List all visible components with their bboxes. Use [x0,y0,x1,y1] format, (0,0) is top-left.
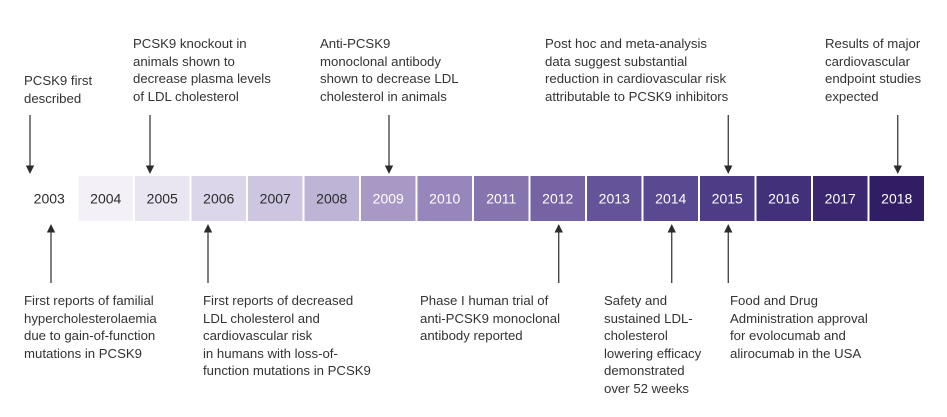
year-label-2018: 2018 [881,190,913,207]
top-event-2018: Results of major cardiovascular endpoint studies expected [825,36,922,104]
bottom-event-2006: First reports of decreased LDL cholesterol and cardiovascular risk in humans with loss-of- function mutations in PCSK9 [203,293,371,378]
year-label-2008: 2008 [316,190,348,207]
year-label-2007: 2007 [259,190,291,207]
year-label-2010: 2010 [429,190,461,207]
top-event-2005: PCSK9 knockout in animals shown to decrease plasma levels of LDL cholesterol [133,36,271,104]
year-bar [22,176,924,221]
year-label-2015: 2015 [711,190,743,207]
year-label-2014: 2014 [655,190,687,207]
bottom-event-2015: Food and Drug Administration approval for evolocumab and alirocumab in the USA [730,293,868,361]
year-label-2009: 2009 [372,190,404,207]
bottom-event-2012: Phase I human trial of anti-PCSK9 monoclonal antibody reported [420,293,561,343]
year-label-2004: 2004 [90,190,122,207]
year-label-2017: 2017 [824,190,856,207]
year-label-2003: 2003 [33,190,65,207]
bottom-event-2003: First reports of familial hypercholesterolaemia due to gain-of-function mutations in PCSK9 [24,293,157,361]
year-label-2005: 2005 [146,190,178,207]
year-label-2011: 2011 [486,190,517,207]
bottom-event-2014: Safety and sustained LDL- cholesterol lowering efficacy demonstrated over 52 weeks [604,293,702,396]
year-label-2006: 2006 [203,190,235,207]
top-event-2003: PCSK9 first described [24,73,93,106]
year-label-2012: 2012 [542,190,574,207]
top-event-2009: Anti-PCSK9 monoclonal antibody shown to decrease LDL cholesterol in animals [320,36,459,104]
year-label-2016: 2016 [768,190,800,207]
top-event-2015: Post hoc and meta-analysis data suggest substantial reduction in cardiovascular risk attributable to PCSK9 inhibitors [545,36,729,104]
year-label-2013: 2013 [598,190,630,207]
